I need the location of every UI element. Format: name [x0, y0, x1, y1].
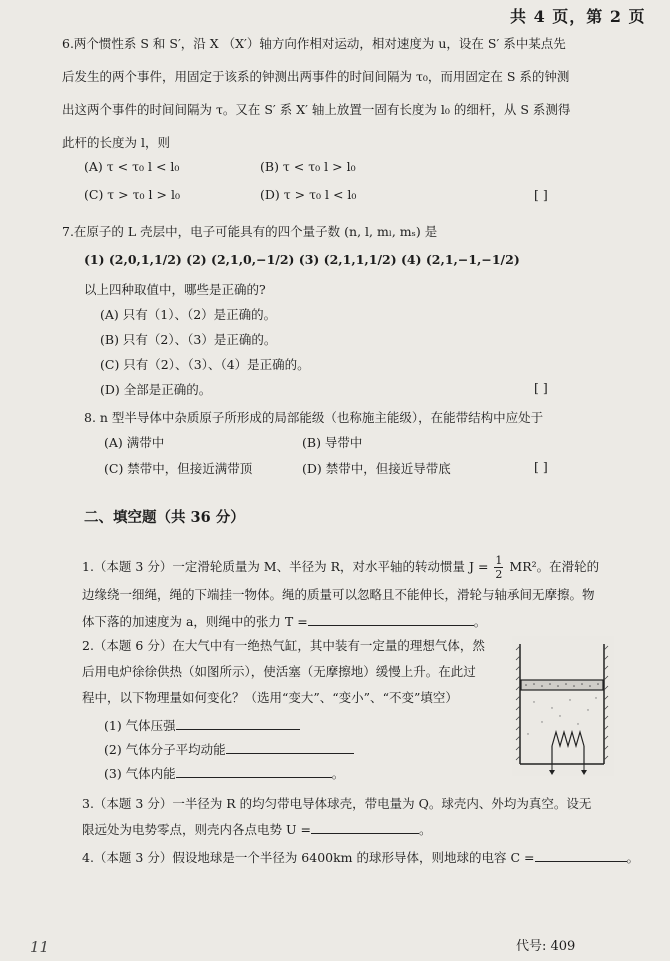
q8-line-1: 8. n 型半导体中杂质原子所形成的局部能级（也称施主能级），在能带结构中应处于	[84, 410, 544, 425]
q6-line-1: 6.两个惯性系 S 和 S′，沿 X （X′）轴方向作相对运动，相对速度为 u，设在 S′ 系中某点先	[62, 36, 566, 51]
f4-line-1-text: 4.（本题 3 分）假设地球是一个半径为 6400km 的球形导体，则地球的电容 C =	[82, 850, 535, 865]
q6-line-2: 后发生的两个事件，用固定于该系的钟测出两事件的时间间隔为 τ₀，而用固定在 S 系的钟测	[62, 69, 570, 84]
f1-line-1-text: 1.（本题 3 分）一定滑轮质量为 M、半径为 R，对水平轴的转动惯量 J =	[82, 559, 489, 574]
f1-line-3-text: 体下落的加速度为 a，则绳中的张力 T =	[82, 614, 308, 629]
q8-answer-bracket: [ ]	[534, 459, 548, 474]
f4-line-1-end: 。	[626, 850, 640, 865]
f3-line-1: 3.（本题 3 分）一半径为 R 的均匀带电导体球壳，带电量为 Q。球壳内、外均为真空。设无	[82, 796, 592, 811]
q8-option-d: (D) 禁带中，但接近导带底	[302, 461, 451, 476]
f2-line-2: 后用电炉徐徐供热（如图所示），使活塞（无摩擦地）缓慢上升。在此过	[82, 664, 476, 679]
f3-line-2-text: 限远处为电势零点，则壳内各点电势 U =	[82, 822, 311, 837]
f1-fraction	[494, 554, 503, 581]
f2-line-1: 2.（本题 6 分）在大气中有一绝热气缸，其中装有一定量的理想气体，然	[82, 638, 485, 653]
f1-fraction-numerator: 1	[495, 554, 503, 567]
f2-sub-2-label: (2) 气体分子平均动能	[104, 742, 226, 757]
q7-option-c: (C) 只有（2）、（3）、（4）是正确的。	[100, 357, 310, 372]
f2-sub-1-blank[interactable]	[176, 717, 300, 730]
f2-sub-3-label: (3) 气体内能	[104, 766, 176, 781]
q7-answer-bracket: [ ]	[534, 380, 548, 395]
f4-answer-blank[interactable]	[535, 849, 627, 862]
footer-page-mark: 11	[30, 938, 50, 956]
f2-sub-1-label: (1) 气体压强	[104, 718, 176, 733]
section-2-title: 二、填空题（共 36 分）	[84, 509, 245, 526]
f2-sub-1	[104, 716, 300, 734]
q8-option-c: (C) 禁带中，但接近满带顶	[104, 461, 253, 476]
f3-answer-blank[interactable]	[311, 821, 419, 834]
f2-line-3: 程中，以下物理量如何变化？（选用“变大”、“变小”、“不变”填空）	[82, 690, 458, 705]
f2-sub-3-end: 。	[331, 766, 345, 781]
q7-option-a: (A) 只有（1）、（2）是正确的。	[100, 307, 277, 322]
gas-cylinder-diagram	[512, 636, 614, 776]
q6-option-d: (D) τ > τ₀ l < l₀	[260, 187, 357, 202]
f1-line-1	[82, 554, 599, 581]
q6-line-3: 出这两个事件的时间间隔为 τ。又在 S′ 系 X′ 轴上放置一固有长度为 l₀ 的细杆，从 S 系测得	[62, 102, 571, 117]
q7-line-1: 7.在原子的 L 壳层中，电子可能具有的四个量子数 (n, l, mₗ, mₛ) 是	[62, 224, 438, 239]
q6-option-b: (B) τ < τ₀ l > l₀	[260, 159, 356, 174]
f1-line-3-end: 。	[473, 614, 487, 629]
q7-option-d: (D) 全部是正确的。	[100, 382, 212, 397]
q7-option-b: (B) 只有（2）、（3）是正确的。	[100, 332, 277, 347]
q6-line-4: 此杆的长度为 l，则	[62, 135, 170, 150]
f4-line-1	[82, 848, 639, 866]
f3-line-2-end: 。	[418, 822, 432, 837]
f2-sub-2-blank[interactable]	[226, 741, 354, 754]
q8-option-b: (B) 导带中	[302, 435, 363, 450]
f2-sub-3-blank[interactable]	[176, 765, 332, 778]
q6-answer-bracket: [ ]	[534, 187, 548, 202]
footer-code: 代号: 409	[516, 939, 576, 954]
q6-option-a: (A) τ < τ₀ l < l₀	[84, 159, 180, 174]
q7-line-3: 以上四种取值中，哪些是正确的?	[84, 282, 266, 297]
f1-answer-blank[interactable]	[308, 613, 474, 626]
f1-fraction-denominator: 2	[495, 568, 503, 581]
q8-option-a: (A) 满带中	[104, 435, 165, 450]
q6-option-c: (C) τ > τ₀ l > l₀	[84, 187, 180, 202]
q7-line-2: (1) (2,0,1,1/2) (2) (2,1,0,−1/2) (3) (2,1,1,1/2) (4) (2,1,−1,−1/2)	[84, 252, 520, 267]
f3-line-2	[82, 820, 431, 838]
f1-line-1-tail: MR²。在滑轮的	[509, 559, 600, 574]
f1-line-2: 边缘绕一细绳，绳的下端挂一物体。绳的质量可以忽略且不能伸长，滑轮与轴承间无摩擦。物	[82, 587, 595, 602]
f1-line-3	[82, 612, 486, 630]
page-header: 共 4 页，第 2 页	[510, 7, 646, 26]
f2-sub-2	[104, 740, 354, 758]
f2-sub-3	[104, 764, 344, 782]
